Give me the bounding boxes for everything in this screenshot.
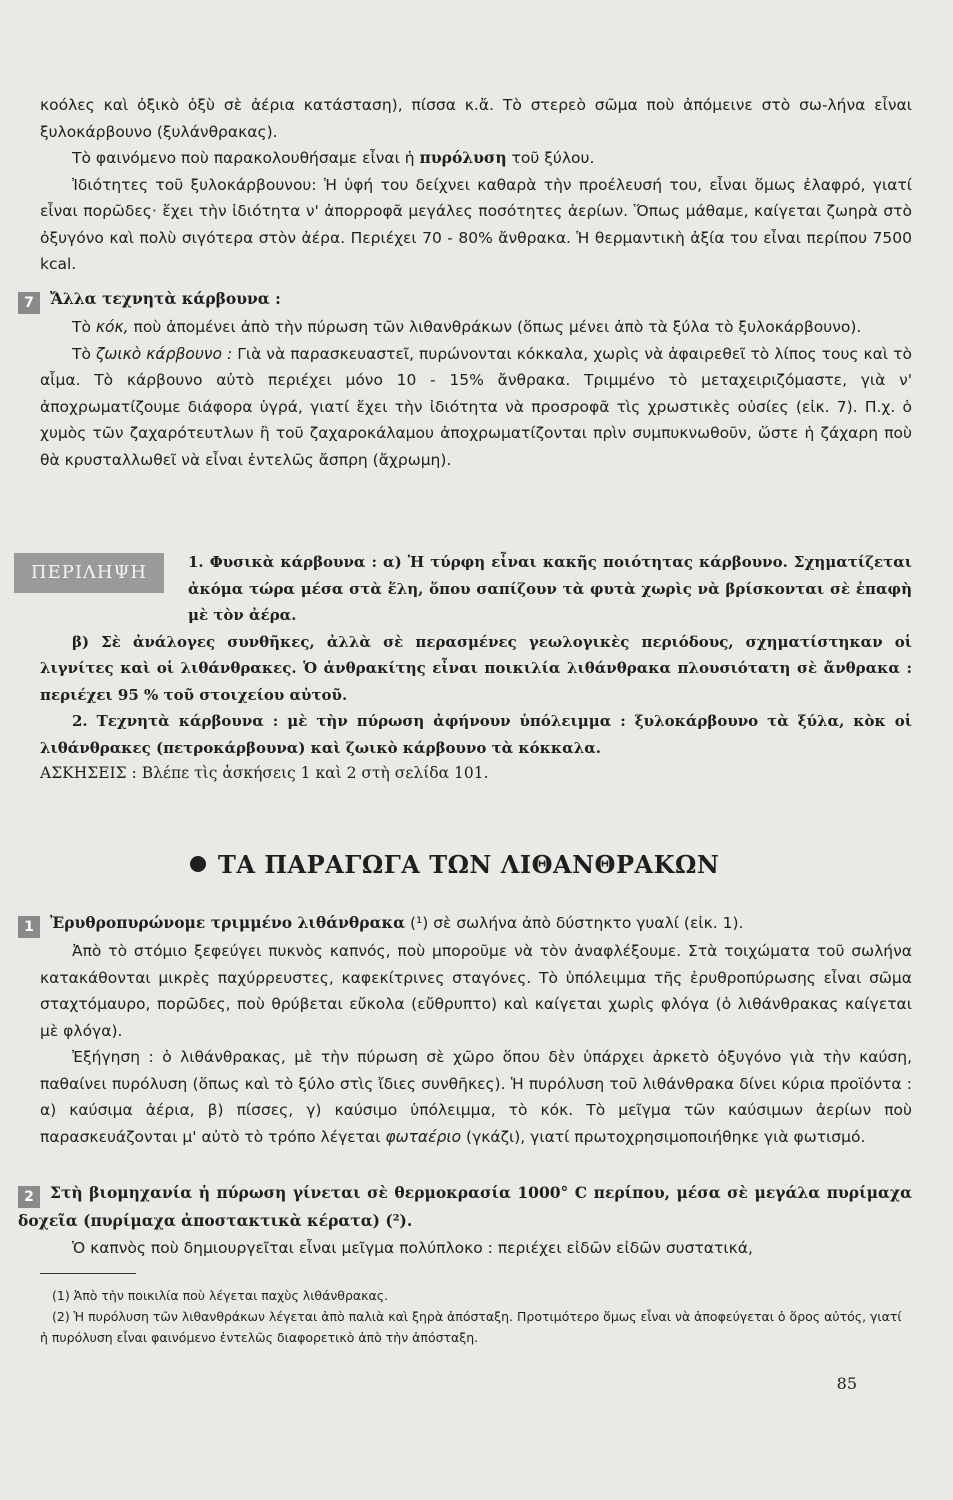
section-1-p1: Ἀπὸ τὸ στόμιο ξεφεύγει πυκνὸς καπνός, ποὺ μποροῦμε νὰ τὸν ἀναφλέξουμε. Στὰ τοιχώματα τοῦ σωλήνα κατακάθονται μικρὲς παχύρρευστες, καφεκίτρινες σταγόνες. Τὸ ὑπόλειμμα τῆς ἐρυθροπύρωσης εἶναι σῶμα σταχτόμαυρο, πορῶδες, ποὺ θρύβεται εὔκολα (εὔθρυπτο) καὶ καίγεται χωρὶς φλόγα (ὁ λιθάνθρακας καίγεται μὲ φλόγα). xyxy=(40,942,912,1040)
footnote-divider xyxy=(40,1273,136,1274)
pyrolysis-term: πυρόλυση xyxy=(419,148,507,167)
summary-text xyxy=(40,549,912,761)
coal-gas-term: φωταέριο xyxy=(385,1127,462,1146)
exercises-label: ΑΣΚΗΣΕΙΣ : xyxy=(40,764,137,782)
charcoal-properties: Ἰδιότητες τοῦ ξυλοκάρβουνου: Ἡ ὑφή του δείχνει καθαρὰ τὴν προέλευσή του, εἶναι ὅμως ἐλαφρό, γιατί εἶναι πορῶδες· ἔχει τὴν ἰδιότητα ν' ἀπορροφᾶ μεγάλες ποσότητες ἀερίων. Ὅπως μάθαμε, καίγεται ζωηρὰ στὸ ὀξυγόνο καὶ πολὺ σιγότερα στὸν ἀέρα. Περιέχει 70 - 80% ἄνθρακα. Ἡ θερμαντικὴ ἀξία του εἶναι περίπου 7500 kcal. xyxy=(40,175,912,273)
section-number-badge: 1 xyxy=(18,916,40,938)
chapter-heading xyxy=(190,850,719,879)
section-7-title-line xyxy=(18,286,912,314)
footnote-1: (1) Ἀπὸ τὴν ποικιλία ποὺ λέγεται παχὺς λιθάνθρακας. xyxy=(52,1288,389,1303)
exercises-text: Βλέπε τὶς ἀσκήσεις 1 καὶ 2 στὴ σελίδα 101. xyxy=(141,764,489,782)
summary-label: ΠΕΡΙΛΗΨΗ xyxy=(14,553,164,593)
intro-line-1: κοόλες καὶ ὀξικὸ ὀξὺ σὲ ἀέρια κατάσταση), πίσσα κ.ἄ. Τὸ στερεὸ σῶμα ποὺ ἀπόμεινε στὸ σω-λήνα εἶναι ξυλοκάρβουνο (ξυλάνθρακας). xyxy=(40,96,912,141)
section-2 xyxy=(18,1180,912,1261)
section-2-p1: Ὁ καπνὸς ποὺ δημιουργεῖται εἶναι μεῖγμα πολύπλοκο : περιέχει εἰδῶν εἰδῶν συστατικά, xyxy=(72,1238,753,1257)
chapter-heading-text: ΤΑ ΠΑΡΑΓΩΓΑ ΤΩΝ ΛΙΘΑΝΘΡΑΚΩΝ xyxy=(218,850,720,879)
section-1-title-line: 1 Ἐρυθροπυρώνομε τριμμένο λιθάνθρακα (¹) σὲ σωλήνα ἀπὸ δύστηκτο γυαλί (εἰκ. 1). xyxy=(18,910,912,938)
coke-paragraph: Τὸ κόκ, ποὺ ἀπομένει ἀπὸ τὴν πύρωση τῶν λιθανθράκων (ὅπως μένει ἀπὸ τὰ ξύλα τὸ ξυλοκάρβουνο). xyxy=(72,318,862,336)
footnotes xyxy=(40,1285,912,1348)
section-1-title: Ἐρυθροπυρώνομε τριμμένο λιθάνθρακα xyxy=(50,913,406,932)
footnote-ref-1: (¹) xyxy=(409,914,429,932)
exercises-line xyxy=(40,764,489,782)
section-2-title: Στὴ βιομηχανία ἡ πύρωση γίνεται σὲ θερμοκρασία 1000° C περίπου, μέσα σὲ μεγάλα πυρίμαχα δοχεῖα (πυρίμαχα ἀποστακτικὰ κέρατα) (²). xyxy=(18,1183,912,1230)
section-number-badge: 2 xyxy=(18,1186,40,1208)
summary-p2: β) Σὲ ἀνάλογες συνθῆκες, ἀλλὰ σὲ περασμένες γεωλογικὲς περιόδους, σχηματίστηκαν οἱ λιγνίτες καὶ οἱ λιθάνθρακες. Ὁ ἀνθρακίτης εἶναι ποικιλία λιθάνθρακα πλουσιότατη σὲ ἄνθρακα : περιέχει 95 % τοῦ στοιχείου αὐτοῦ. xyxy=(40,632,912,704)
section-7-title: Ἄλλα τεχνητὰ κάρβουνα : xyxy=(50,289,281,308)
section-2-title-line xyxy=(18,1180,912,1235)
summary-p1: 1. Φυσικὰ κάρβουνα : α) Ἡ τύρφη εἶναι κακῆς ποιότητας κάρβουνο. Σχηματίζεται ἀκόμα τώρα μέσα στὰ ἕλη, ὅπου σαπίζουν τὰ φυτὰ χωρὶς νὰ βρίσκονται σὲ ἐπαφὴ μὲ τὸν ἀέρα. xyxy=(188,553,912,624)
coke-term: κόκ, xyxy=(95,318,129,336)
summary-p3: 2. Τεχνητὰ κάρβουνα : μὲ τὴν πύρωση ἀφήνουν ὑπόλειμμα : ξυλοκάρβουνο τὰ ξύλα, κὸκ οἱ λιθάνθρακες (πετροκάρβουνα) καὶ ζωικὸ κάρβουνο τὰ κόκκαλα. xyxy=(40,712,912,757)
section-number-badge: 7 xyxy=(18,292,40,314)
bullet-icon xyxy=(190,856,206,872)
page-number: 85 xyxy=(836,1374,857,1393)
footnote-2: (2) Ἡ πυρόλυση τῶν λιθανθράκων λέγεται ἀπὸ παλιὰ καὶ ξηρὰ ἀπόσταξη. Προτιμότερο ὅμως εἶναι νὰ ἀποφεύγεται ὁ ὅρος αὐτός, γιατί ἡ πυρόλυση εἶναι φαινόμενο ἐντελῶς διαφορετικὸ ἀπὸ τὴν ἀπόσταξη. xyxy=(40,1309,902,1345)
intro-block xyxy=(40,92,912,278)
section-7 xyxy=(24,286,912,473)
section-1-p2: Ἐξήγηση : ὁ λιθάνθρακας, μὲ τὴν πύρωση σὲ χῶρο ὅπου δὲν ὑπάρχει ἀρκετὸ ὀξυγόνο γιὰ τὴν καύση, παθαίνει πυρόλυση (ὅπως καὶ τὸ ξύλο στὶς ἴδιες συνθῆκες). Ἡ πυρόλυση τοῦ λιθάνθρακα δίνει κύρια προϊόντα : α) καύσιμα ἀέρια, β) πίσσες, γ) καύσιμο ὑπόλειμμα, τὸ κόκ. Τὸ μεῖγμα τῶν καύσιμων ἀερίων ποὺ παρασκευάζονται μ' αὐτὸ τὸ τρόπο λέγεται φωταέριο (γκάζι), γιατί πρωτοχρησιμοποιήθηκε γιὰ φωτισμό. xyxy=(40,1048,912,1146)
section-1 xyxy=(24,910,912,1150)
pyrolysis-sentence: Τὸ φαινόμενο ποὺ παρακολουθήσαμε εἶναι ἡ πυρόλυση τοῦ ξύλου. xyxy=(72,148,595,167)
animal-charcoal-paragraph: Τὸ ζωικὸ κάρβουνο : Γιὰ νὰ παρασκευαστεῖ, πυρώνονται κόκκαλα, χωρὶς νὰ ἀφαιρεθεῖ τὸ λίπος τους καὶ τὸ αἷμα. Τὸ κάρβουνο αὐτὸ περιέχει μόνο 10 - 15% ἄνθρακα. Τριμμένο τὸ μεταχειριζόμαστε, γιὰ ν' ἀποχρωματίζουμε διάφορα ὑγρά, γιατί ἔχει τὴν ἰδιότητα νὰ προσροφᾶ τὶς χρωστικὲς οὐσίες (εἰκ. 7). Π.χ. ὁ χυμὸς τῶν ζαχαρότευτλων ἢ τοῦ ζαχαροκάλαμου ἀποχρωματίζονται πρὶν συμπυκνωθοῦν, ὥστε ἡ ζάχαρη ποὺ θὰ κρυσταλλωθεῖ νὰ εἶναι ἐντελῶς ἄσπρη (ἄχρωμη). xyxy=(40,344,912,469)
animal-charcoal-term: ζωικὸ κάρβουνο : xyxy=(95,344,233,363)
